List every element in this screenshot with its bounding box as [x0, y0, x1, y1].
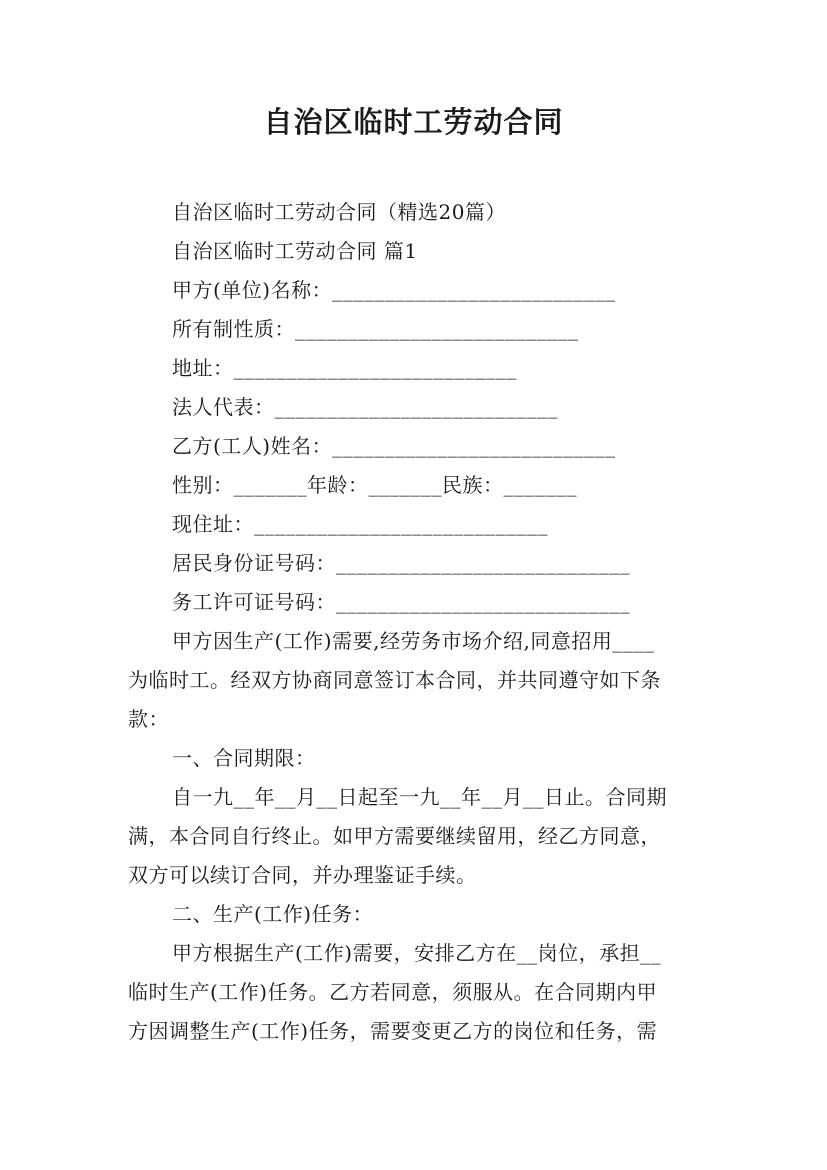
field-ownership: 所有制性质：___________________________ — [172, 317, 579, 341]
field-legal-representative: 法人代表：___________________________ — [172, 395, 558, 419]
field-gender-age-ethnicity: 性别：_______年龄：_______民族：_______ — [172, 473, 577, 497]
field-party-b-name: 乙方(工人)姓名：___________________________ — [172, 434, 616, 458]
clause-heading: 一、合同期限： — [172, 746, 316, 770]
clause-heading: 二、生产(工作)任务： — [172, 902, 374, 926]
field-work-permit-number: 务工许可证号码：____________________________ — [172, 590, 630, 614]
field-id-number: 居民身份证号码：____________________________ — [172, 551, 630, 575]
paragraph-line: 满，本合同自行终止。如甲方需要继续留用，经乙方同意， — [128, 824, 661, 848]
paragraph-line: 为临时工。经双方协商同意签订本合同，并共同遵守如下条 — [128, 668, 661, 692]
field-current-address: 现住址：____________________________ — [172, 512, 548, 536]
paragraph-line: 双方可以续订合同，并办理鉴证手续。 — [128, 863, 477, 887]
subtitle-line: 自治区临时工劳动合同（精选20篇） — [172, 200, 506, 224]
paragraph-line: 方因调整生产(工作)任务，需要变更乙方的岗位和任务，需 — [128, 1019, 658, 1043]
paragraph-line: 临时生产(工作)任务。乙方若同意，须服从。在合同期内甲 — [128, 980, 658, 1004]
field-address: 地址：___________________________ — [172, 356, 517, 380]
document-title: 自治区临时工劳动合同 — [263, 105, 564, 139]
field-party-a-name: 甲方(单位)名称：___________________________ — [172, 278, 616, 302]
paragraph-line: 款： — [128, 707, 169, 731]
section-heading: 自治区临时工劳动合同 篇1 — [172, 239, 418, 263]
paragraph-line: 甲方因生产(工作)需要,经劳务市场介绍,同意招用____ — [172, 629, 655, 653]
paragraph-line: 自一九__年__月__日起至一九__年__月__日止。合同期 — [172, 785, 667, 809]
paragraph-line: 甲方根据生产(工作)需要，安排乙方在__岗位，承担__ — [172, 941, 662, 965]
